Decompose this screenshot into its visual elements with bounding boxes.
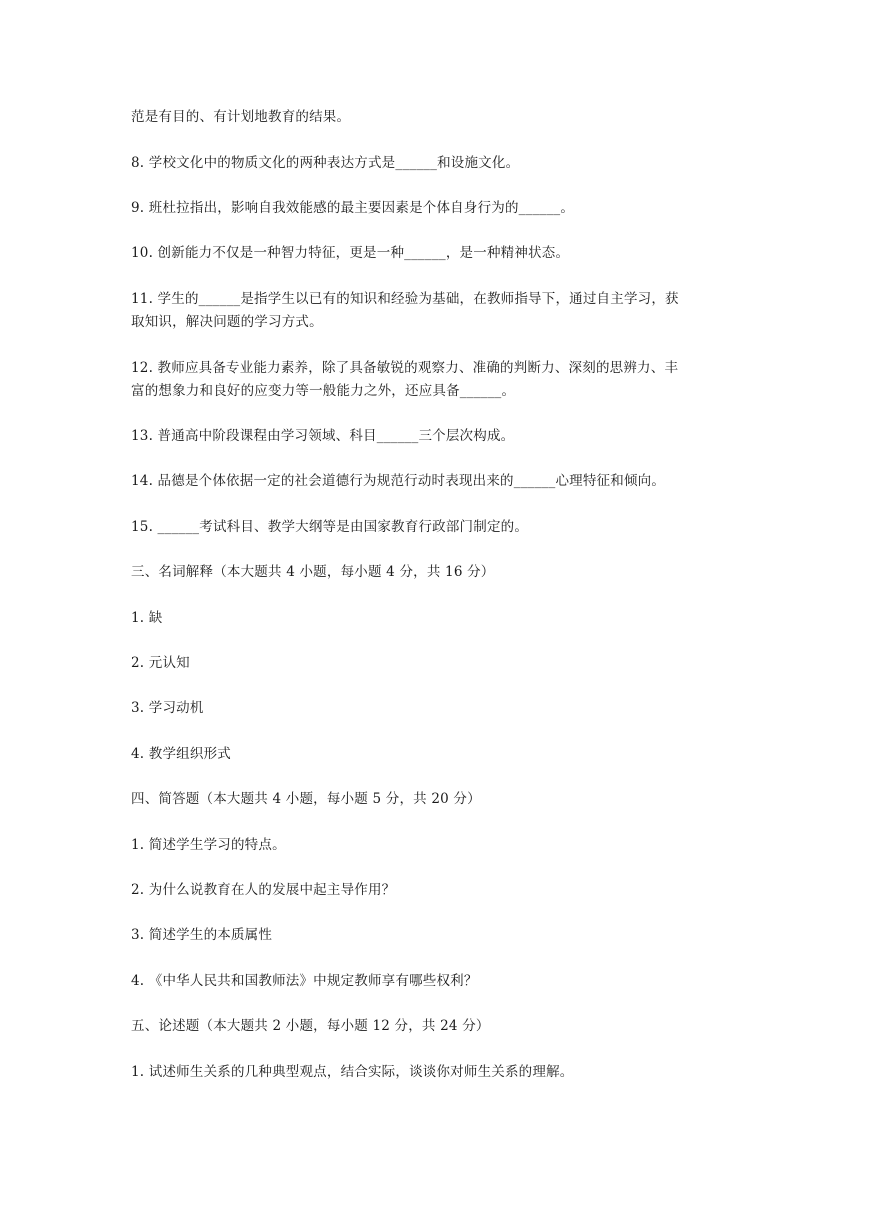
section-4-item-2: 2. 为什么说教育在人的发展中起主导作用？	[131, 882, 396, 898]
section-4-item-4: 4. 《中华人民共和国教师法》中规定教师享有哪些权利？	[131, 973, 478, 989]
section-3-item-1: 1. 缺	[131, 610, 163, 626]
section-3-heading: 三、名词解释（本大题共 4 小题，每小题 4 分，共 16 分）	[131, 564, 495, 580]
question-11-line-1: 11. 学生的______是指学生以已有的知识和经验为基础，在教师指导下，通过自主学习，获	[131, 291, 679, 307]
section-4-heading: 四、简答题（本大题共 4 小题，每小题 5 分，共 20 分）	[131, 791, 481, 807]
question-12-line-2: 富的想象力和良好的应变力等一般能力之外，还应具备______。	[131, 383, 516, 399]
question-14: 14. 品德是个体依据一定的社会道德行为规范行动时表现出来的______心理特征和倾向。	[131, 473, 666, 489]
question-13: 13. 普通高中阶段课程由学习领域、科目______三个层次构成。	[131, 428, 515, 444]
section-4-item-1: 1. 简述学生学习的特点。	[131, 837, 286, 853]
continued-text: 范是有目的、有计划地教育的结果。	[131, 109, 351, 125]
section-3-item-4: 4. 教学组织形式	[131, 746, 231, 762]
question-9: 9. 班杜拉指出，影响自我效能感的最主要因素是个体自身行为的______。	[131, 200, 575, 216]
section-5-item-1: 1. 试述师生关系的几种典型观点，结合实际，谈谈你对师生关系的理解。	[131, 1064, 574, 1080]
section-4-item-3: 3. 简述学生的本质属性	[131, 927, 273, 943]
section-3-item-3: 3. 学习动机	[131, 700, 204, 716]
section-5-heading: 五、论述题（本大题共 2 小题，每小题 12 分，共 24 分）	[131, 1018, 490, 1034]
question-11-line-2: 取知识，解决问题的学习方式。	[131, 314, 323, 330]
question-15: 15. ______考试科目、教学大纲等是由国家教育行政部门制定的。	[131, 519, 529, 535]
question-10: 10. 创新能力不仅是一种智力特征，更是一种______，是一种精神状态。	[131, 245, 570, 261]
question-8: 8. 学校文化中的物质文化的两种表达方式是______和设施文化。	[131, 155, 520, 171]
section-3-item-2: 2. 元认知	[131, 655, 190, 671]
question-12-line-1: 12. 教师应具备专业能力素养，除了具备敏锐的观察力、准确的判断力、深刻的思辨力、丰	[131, 360, 679, 376]
